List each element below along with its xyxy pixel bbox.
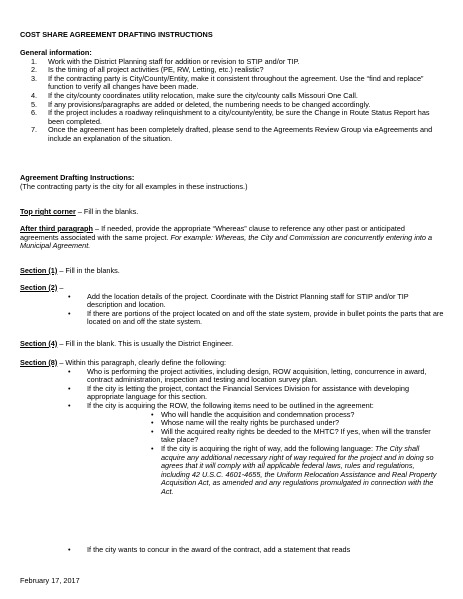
list-item-text: If any provisions/paragraphs are added or deleted, the numbering needs to be changed accordingly. — [48, 99, 371, 109]
list-item: 6. If the project includes a roadway relinquishment to a city/county/entity, be sure the Change in Route Status Report has been completed. — [31, 108, 430, 126]
list-item — [20, 310, 444, 327]
bullet: • — [151, 426, 154, 436]
section-8-last-item — [20, 546, 444, 555]
paragraph-text: – Fill in the blank. This is usually the District Engineer. — [57, 339, 234, 348]
section-1-label: Section (1) — [20, 266, 58, 275]
list-item-text: Work with the District Planning staff for addition or revision to STIP and/or TIP. — [48, 56, 300, 66]
bullet: • — [68, 308, 71, 318]
general-info-heading: General information: — [20, 48, 92, 57]
bullet: • — [151, 409, 154, 419]
drafting-section — [20, 174, 444, 191]
list-item-text: If the contracting party is City/County/Entity, make it consistent throughout the agreement. Use the “find and replace” function to verify all changes have been made. — [48, 73, 424, 92]
sublist-item — [20, 445, 444, 497]
bullet: • — [68, 383, 71, 393]
top-right-corner-label: Top right corner — [20, 207, 76, 216]
footer-date: February 17, 2017 — [20, 576, 80, 585]
drafting-note: (The contracting party is the city for all examples in these instructions.) — [20, 181, 248, 191]
section-8-label: Section (8) — [20, 358, 58, 367]
list-item-text: Whose name will the realty rights be purchased under? — [161, 418, 340, 428]
list-item: 3. If the contracting party is City/County/Entity, make it consistent throughout the agreement. Use the “find and replace” function to verify all changes have been made. — [31, 73, 424, 92]
list-item-text: Once the agreement has been completely drafted, please send to the Agreements Review Group via eAgreements and include an explanation of the situation. — [48, 125, 433, 143]
list-item-text: Is the timing of all project activities (PE, RW, Letting, etc.) realistic? — [48, 65, 264, 75]
bullet: • — [68, 545, 71, 554]
list-item: 7. Once the agreement has been completely drafted, please send to the Agreements Review Group via eAgreements and include an explanation of the situation. — [31, 125, 433, 143]
list-item — [20, 368, 444, 385]
section-8-list — [20, 368, 444, 411]
list-item-text: Will the acquired realty rights be deeded to the MHTC? If yes, when will the transfer take place? — [161, 426, 431, 445]
after-third-paragraph-label: After third paragraph — [20, 224, 93, 233]
bullet: • — [68, 400, 71, 410]
example-text: For example: Whereas, the City and Commission are concurrently entering into a Municipal Agreement. — [20, 232, 433, 251]
paragraph-text: – Within this paragraph, clearly define the following: — [57, 358, 227, 367]
list-item-text: If the city is acquiring the ROW, the following items need to be outlined in the agreement: — [87, 400, 374, 410]
list-item-text: Who will handle the acquisition and condemnation process? — [161, 409, 355, 419]
paragraph-text: – If needed, provide the appropriate “Whereas” clause to reference any other past or anticipated agreements associated with the same project. — [20, 224, 405, 242]
list-item-text: If the city wants to concur in the award of the contract, add a statement that reads — [87, 545, 351, 554]
list-item: 4. If the city/county coordinates utility relocation, make sure the city/county calls Missouri One Call. — [31, 90, 358, 100]
list-item: 1. Work with the District Planning staff for addition or revision to STIP and/or TIP. — [31, 56, 300, 66]
bullet: • — [151, 443, 154, 453]
paragraph-text: – — [57, 283, 64, 292]
section-4-label: Section (4) — [20, 339, 58, 348]
list-item-text: If the city is letting the project, contact the Financial Services Division for assistance with developing appropriate language for this section. — [87, 383, 410, 402]
sublist-item — [20, 428, 444, 445]
list-item — [20, 546, 444, 555]
top-right-corner-paragraph — [20, 208, 444, 217]
document-title: COST SHARE AGREEMENT DRAFTING INSTRUCTIONS — [20, 30, 213, 39]
bullet: • — [151, 418, 154, 428]
row-acquisition-sublist — [20, 411, 444, 497]
drafting-heading: Agreement Drafting Instructions: — [20, 173, 135, 182]
list-item-text: If the project includes a roadway relinquishment to a city/county/entity, be sure the Change in Route Status Report has been completed. — [48, 108, 430, 126]
list-item-text: If there are portions of the project located on and off the state system, provide in bullet points the parts that are located on and off the state system. — [87, 308, 444, 327]
list-item-text: Who is performing the project activities, including design, ROW acquisition, letting, concurrence in award, contract administration, inspection and testing and location survey plan. — [87, 366, 427, 385]
list-item-text: Add the location details of the project. Coordinate with the District Planning staff for STIP and/or TIP description and location. — [87, 291, 409, 310]
after-third-paragraph — [20, 225, 444, 251]
general-info-section — [20, 49, 444, 144]
paragraph-text: – Fill in the blanks. — [75, 207, 139, 216]
quoted-language: The City shall acquire any additional necessary right of way required for the project and in doing so agrees that it will comply with all applicable federal laws, rules and regulations, including 42 U.S.C. 4601-4655, the Uniform Relocation Assistance and Real Property Acquisition Act, as amended and any regulations promulgated in connection with the Act. — [161, 443, 437, 496]
section-2-paragraph — [20, 284, 444, 327]
section-8-paragraph — [20, 359, 444, 497]
list-item: 2. Is the timing of all project activities (PE, RW, Letting, etc.) realistic? — [31, 65, 264, 75]
bullet: • — [68, 366, 71, 376]
list-item — [20, 385, 444, 402]
list-item: 5. If any provisions/paragraphs are added or deleted, the numbering needs to be changed accordingly. — [31, 99, 371, 109]
list-item-text: If the city/county coordinates utility relocation, make sure the city/county calls Missouri One Call. — [48, 90, 358, 100]
section-4-paragraph — [20, 340, 444, 349]
paragraph-text: – Fill in the blanks. — [57, 266, 120, 275]
bullet: • — [68, 291, 71, 301]
section-2-label: Section (2) — [20, 283, 58, 292]
list-item — [20, 293, 444, 310]
list-item-text: If the city is acquiring the right of way, add the following language: — [161, 443, 376, 453]
general-info-list — [20, 58, 444, 144]
section-2-list — [20, 293, 444, 327]
section-1-paragraph — [20, 267, 444, 276]
